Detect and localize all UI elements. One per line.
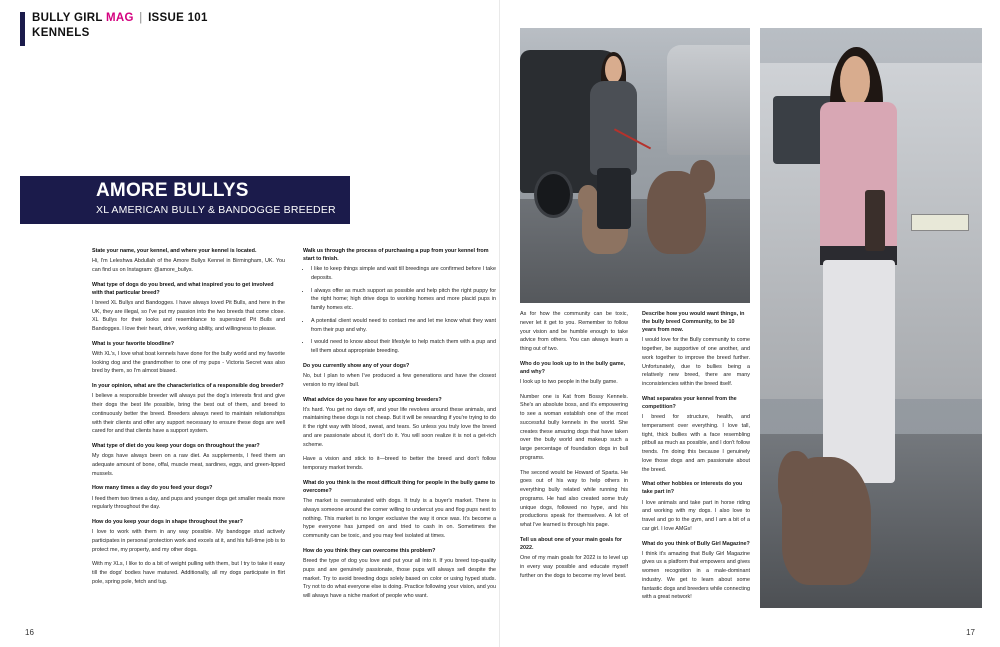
interview-question: Who do you look up to in the bully game, and why? (520, 360, 626, 375)
article-column-1 (92, 247, 285, 607)
interview-answer: As for how the community can be toxic, never let it get to you. Remember to follow your vision and be humble enough to take advice from others. You can always learn a thing out of two. (520, 311, 628, 352)
answer-bullet: • A potential client would need to contact me and let me know what they want from their pup and why. (311, 317, 496, 335)
interview-question: What advice do you have for any upcoming breeders? (303, 396, 442, 403)
photo-woman-jeans (597, 168, 631, 229)
interview-answer: One of my main goals for 2022 is to level up in every way possible and educate myself further on the dogs to become my level best. (520, 555, 628, 579)
interview-answer: Number one is Kat from Bossy Kennels. She's an absolute boss, and it's empowering to see a woman establish one of the most successful bully kennels in the world. She creates these amazing dogs that have taken over the bully world and makeup such a large percentage of foundation dogs in bull programs. (520, 393, 628, 461)
folio-right: 17 (966, 628, 975, 637)
article-columns-right (520, 310, 750, 608)
interview-question: Do you currently show any of your dogs? (303, 362, 410, 369)
interview-question: What do you think is the most difficult thing for people in the bully game to overcome? (303, 479, 495, 495)
interview-question: What type of dogs do you breed, and what inspired you to get involved with that particular breed? (92, 281, 274, 296)
interview-answer: Breed the type of dog you love and put your all into it. If you breed top-quality pups and are genuinely passionate, those pups will always sell despite the market. Try to avoid breeding dogs solely based on color or using hyped studs. Try not to do what everyone else is doing. Practice following your vision, and you will always have a niche market of people who want. (303, 558, 496, 600)
interview-question: How many times a day do you feed your dogs? (92, 485, 213, 492)
interview-answer: No, but I plan to when I've produced a few generations and have the closest version to my ideal bull. (303, 373, 496, 388)
interview-question: What type of diet do you keep your dogs on throughout the year? (92, 443, 260, 450)
page-subtitle: XL AMERICAN BULLY & BANDOGGE BREEDER (96, 203, 336, 216)
masthead-section: KENNELS (32, 27, 90, 40)
answer-bullet: • I like to keep things simple and wait till breedings are confirmed before I take deposits. (311, 265, 496, 283)
photo-car-wheel (534, 171, 573, 218)
interview-question: What is your favorite bloodline? (92, 340, 175, 347)
folio-left: 16 (25, 628, 34, 637)
answer-bullet-list (303, 265, 496, 356)
interview-question: In your opinion, what are the characteristics of a responsible dog breeder? (92, 383, 284, 390)
page-title: AMORE BULLYS (96, 180, 249, 201)
interview-answer: The second would be Howard of Sparta. He goes out of his way to help others in everything bully related while running his programs. He had also created some truly unique dogs, followed no hype, and his productions speak for themselves. A lot of what I've learned is through his page. (520, 469, 628, 529)
interview-answer: Have a vision and stick to it—breed to better the breed and don't follow temporary market trends. (303, 456, 496, 472)
masthead-brand: BULLY GIRL (32, 12, 103, 24)
interview-question: How do you keep your dogs in shape throughout the year? (92, 519, 243, 526)
interview-answer: I feed them two times a day, and pups and younger dogs get smaller meals more regularly throughout the day. (92, 495, 285, 511)
interview-answer: I would love for the Bully community to come together, be supportive of one another, and work together to improve the breed further. Unfortunately, due to bullies being a relatively new breed, there are many inconsistencies within the breed itself. (642, 337, 750, 388)
photo-woman-pants (823, 260, 895, 483)
article-column-2 (303, 247, 496, 607)
article-columns (92, 247, 497, 607)
interview-answer: With my XLs, I like to do a bit of weight pulling with them, but I try to take it easy till the dogs' bodies have matured. Additionally, all my dogs participate in flirt pole, spring pole, fetch and tug. (92, 561, 285, 585)
answer-bullet: • I would need to know about their lifestyle to help match them with a pup and tell them about appropriate breeding. (311, 338, 496, 356)
interview-question: What do you think of Bully Girl Magazine? (642, 540, 750, 547)
interview-question: What other hobbies or interests do you take part in? (642, 481, 743, 496)
photo-woman-top (820, 102, 897, 255)
masthead-separator: | (139, 12, 143, 24)
masthead-line (32, 12, 208, 24)
interview-question: Walk us through the process of purchasing a pup from your kennel from start to finish. (303, 248, 489, 263)
interview-question: Tell us about one of your main goals for 2022. (520, 536, 623, 552)
masthead-rule (20, 12, 25, 46)
page-gutter (499, 0, 500, 647)
masthead-brand-accent: MAG (106, 12, 134, 24)
interview-answer: Hi, I'm Leleshwa Abdullah of the Amore Bullys Kennel in Birmingham, UK. You can find us on Instagram: @amore_bullys. (92, 258, 285, 273)
interview-answer: My dogs have always been on a raw diet. As supplements, I feed them an adequate amount of bone, offal, muscle meat, sardines, eggs, and green-lipped mussels. (92, 453, 285, 477)
photo-woman (796, 51, 920, 515)
interview-answer: I love animals and take part in horse riding and working with my dogs. I also love to travel and go to the gym, and I am a bit of a car girl. I love AMGs! (642, 499, 750, 532)
photo-dog-right-head (690, 160, 715, 193)
photo-woman-bully-beside-van (760, 28, 982, 608)
article-column-3 (520, 310, 628, 608)
article-title-block (20, 176, 350, 224)
interview-answer: I believe a responsible breeder will always put the dog's interests first and give their dogs the best life possible, bring the best out of them, and breed to continuously better the breed. Breeders always need to maintain relationships with their clients and offer any support necessary to ensure these dogs are well cared for and that clients have a support system. (92, 393, 285, 435)
interview-answer: I think it's amazing that Bully Girl Magazine gives us a platform that empowers and gives women recognition in a male-dominant industry. We get to learn about some fantastic dogs and breeders while connecting with a great network! (642, 550, 750, 601)
photo-woman-head (840, 56, 870, 107)
photo-woman-two-bullies-street (520, 28, 750, 303)
interview-answer: I love to work with them in any way possible. My bandogge stud actively participates in personal protection work and excels at it, and his full-time job is to protect me, my property, and my other dogs. (92, 529, 285, 553)
photo-woman-bag (865, 190, 885, 250)
answer-bullet: • I always offer as much support as possible and help pitch the right puppy for the right home; high drive dogs to working homes and more placid pups in family homes etc. (311, 287, 496, 313)
photo-silver-car (667, 45, 750, 155)
interview-question: What separates your kennel from the competition? (642, 395, 737, 410)
interview-answer: With XL's, I love what boat kennels have done for the bully world and my favorite looking dog and the grandmother to one of my pups - Victoria Secret was also bred by them, so I'm almost biased. (92, 350, 285, 375)
interview-answer: I breed for structure, health, and temperament over everything. I love tall, tight, thick bullies with a face resembling pitbull as much as possible, and I don't follow trends. I'm doing this because I genuinely love those dogs and am passionate about the breed. (642, 414, 750, 473)
masthead-issue: ISSUE 101 (148, 12, 208, 24)
interview-question: State your name, your kennel, and where your kennel is located. (92, 248, 257, 254)
interview-question: How do you think they can overcome this problem? (303, 547, 436, 554)
photo-dog-head (778, 451, 814, 515)
article-column-4 (642, 310, 750, 608)
interview-answer: The market is oversaturated with dogs. It truly is a buyer's market. There is always someone around the corner willing to undercut you and flog pups next to nothing. This market is no longer exclusive the way it once was. It's become a hype everyone has jumped on and tried to cash in on. Sometimes the community can be toxic, and you may feel isolated at times. (303, 498, 496, 540)
interview-question: Describe how you would want things, in the bully breed Community, to be 10 years from now. (642, 311, 745, 334)
interview-answer: It's hard. You get no days off, and your life revolves around these animals, and maintaining these dogs is not cheap. But it will be rewarding if you're trying to do it the right way with blood, sweat, and tears. So unless you truly love the breed and are passionate about it, don't do it. You will soon realize it is not a get-rich scheme. (303, 406, 496, 448)
interview-answer: I look up to two people in the bully game. (520, 378, 618, 385)
masthead (20, 12, 208, 46)
interview-answer: I breed XL Bullys and Bandogges. I have always loved Pit Bulls, and here in the UK, they are illegal, so I've put my passion into the two breeds that come close. XL Bullys for their looks and resemblance to supersized Pit Bulls and Bandogges. I love their heart, drive, working ability, and willingness to please. (92, 299, 285, 333)
photo-woman-head (605, 56, 622, 83)
masthead-text (32, 12, 208, 39)
